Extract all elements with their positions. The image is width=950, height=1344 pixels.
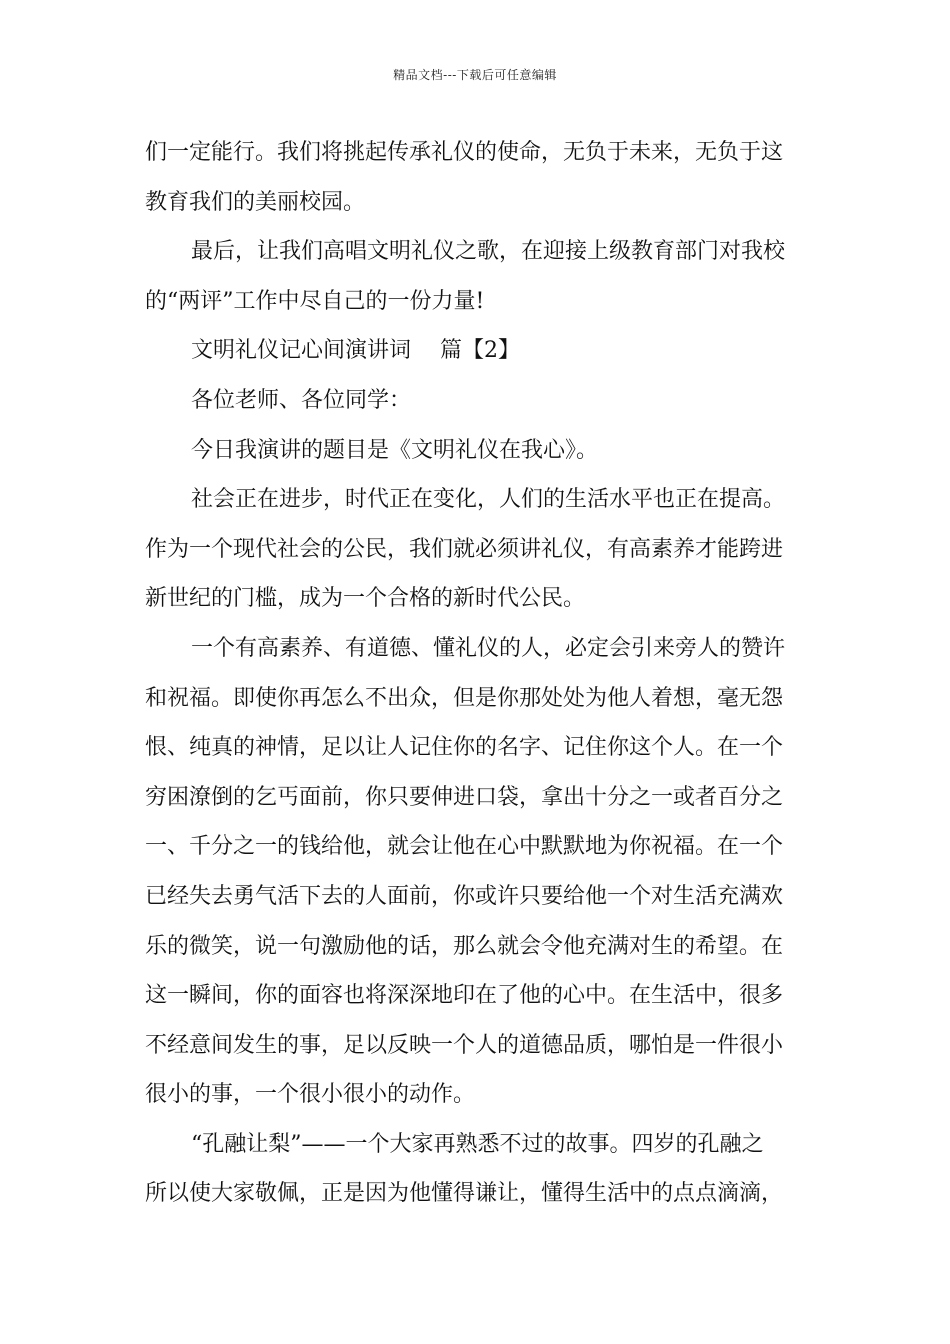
- text-line: 乐的微笑，说一句激励他的话，那么就会令他充满对生的希望。在: [145, 933, 784, 959]
- text-line: 和祝福。即使你再怎么不出众，但是你那处处为他人着想，毫无怨: [145, 685, 784, 711]
- text-line: 最后，让我们高唱文明礼仪之歌，在迎接上级教育部门对我校: [191, 239, 786, 265]
- page-header: 精品文档---下载后可任意编辑: [393, 68, 557, 82]
- text-line: 恨、纯真的神情，足以让人记住你的名字、记住你这个人。在一个: [145, 735, 784, 761]
- document-body: [145, 128, 810, 1219]
- text-line: 社会正在进步，时代正在变化，人们的生活水平也正在提高。: [191, 487, 786, 513]
- text-line: 今日我演讲的题目是《文明礼仪在我心》。: [191, 437, 599, 463]
- text-line: 一个有高素养、有道德、懂礼仪的人，必定会引来旁人的赞许: [191, 635, 786, 661]
- text-line: 各位老师、各位同学：: [191, 387, 412, 413]
- text-line: 文明礼仪记心间演讲词 篇【2】: [191, 338, 520, 364]
- text-line: 不经意间发生的事，足以反映一个人的道德品质，哪怕是一件很小: [145, 1032, 784, 1058]
- text-line: 作为一个现代社会的公民，我们就必须讲礼仪，有高素养才能跨进: [145, 536, 784, 562]
- text-line: 这一瞬间，你的面容也将深深地印在了他的心中。在生活中，很多: [145, 983, 784, 1009]
- text-line: “孔融让梨”——一个大家再熟悉不过的故事。四岁的孔融之: [191, 1131, 764, 1157]
- text-line: 穷困潦倒的乞丐面前，你只要伸进口袋，拿出十分之一或者百分之: [145, 784, 784, 810]
- text-line: 的“两评”工作中尽自己的一份力量!: [145, 288, 485, 314]
- text-line: 很小的事，一个很小很小的动作。: [145, 1082, 476, 1108]
- text-line: 新世纪的门槛，成为一个合格的新时代公民。: [145, 586, 586, 612]
- text-line: 已经失去勇气活下去的人面前，你或许只要给他一个对生活充满欢: [145, 883, 784, 909]
- text-line: 教育我们的美丽校园。: [145, 189, 366, 215]
- text-line: 们一定能行。我们将挑起传承礼仪的使命，无负于未来，无负于这: [145, 140, 784, 165]
- text-line: 一、千分之一的钱给他，就会让他在心中默默地为你祝福。在一个: [145, 834, 784, 860]
- text-line: 所以使大家敬佩，正是因为他懂得谦让，懂得生活中的点点滴滴，: [145, 1181, 784, 1207]
